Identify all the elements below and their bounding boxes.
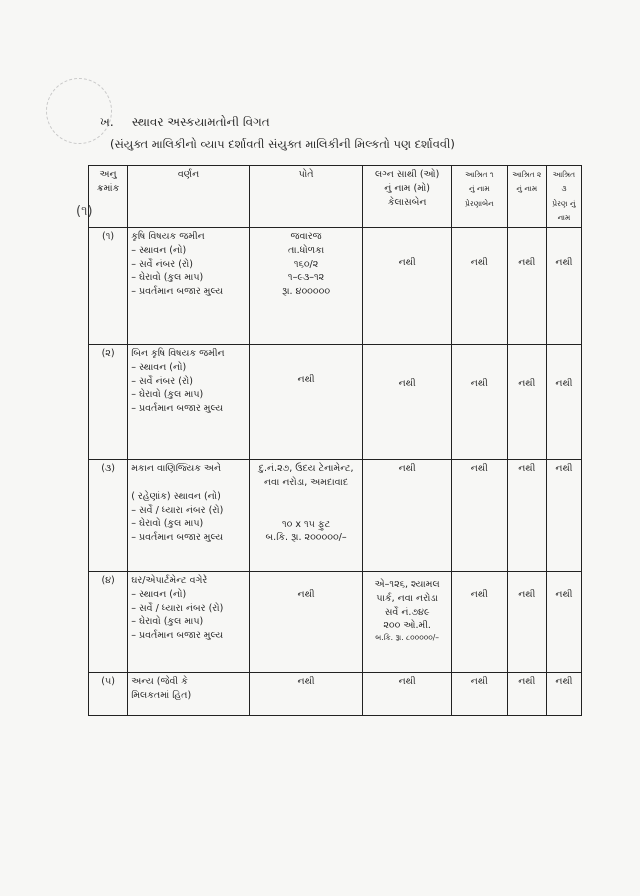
- self-line: તા.ધોળકા: [288, 244, 325, 256]
- row-serial: (૨): [89, 345, 128, 460]
- header-dep1-line2: નું નામ: [468, 184, 490, 194]
- row-description: [128, 572, 250, 673]
- row-description: [128, 673, 250, 716]
- row-spouse: નથી: [363, 345, 452, 460]
- desc-line: – સ્થાવન (નો): [131, 244, 187, 256]
- table-header-row: [89, 166, 582, 228]
- row-serial: (૫): [89, 673, 128, 716]
- row-dependent-2: નથી: [507, 228, 546, 345]
- header-spouse: [363, 166, 452, 228]
- row-description: [128, 460, 250, 572]
- desc-line: – પ્રવર્તમાન બજાર મુલ્ય: [131, 403, 224, 415]
- row-dependent-2: નથી: [507, 572, 546, 673]
- desc-line: – ઘેરાવો (કુલ માપ): [131, 518, 204, 530]
- header-dep1-line3: પ્રેરણાબેન: [464, 198, 494, 208]
- header-description: વર્ણન: [128, 166, 250, 228]
- header-dependent-3: [546, 166, 581, 228]
- section-title: સ્થાવર અસ્કયામતોની વિગત: [131, 115, 270, 129]
- section-subtitle: (સંયુક્ત માલિકીનો વ્યાપ દર્શાવતી સંયુક્ત માલિકીની મિલ્કતો પણ દર્શાવવી): [110, 137, 455, 151]
- row-dependent-3: નથી: [546, 460, 581, 572]
- row-dependent-3: નથી: [546, 345, 581, 460]
- row-dependent-1: નથી: [452, 460, 508, 572]
- self-line: બ.કિ. રૂા. ૨૦૦૦૦૦/–: [265, 532, 347, 544]
- spouse-amount: બ.કિ. રૂા. ૮૦૦૦૦૦/–: [375, 633, 440, 643]
- self-line: રૂા. ૪૦૦૦૦૦: [282, 286, 331, 298]
- row-self: નથી: [249, 673, 362, 716]
- table-row: [89, 673, 582, 716]
- table-row: [89, 460, 582, 572]
- row-self: નથી: [249, 572, 362, 673]
- header-serial: [89, 166, 128, 228]
- row-dependent-2: નથી: [507, 345, 546, 460]
- spouse-line: એ–૧૨૬, શ્યામલ: [374, 579, 440, 590]
- desc-line: – ઘેરાવો (કુલ માપ): [131, 616, 204, 628]
- row-self: નથી: [249, 345, 362, 460]
- header-spouse-line2: નું નામ (મો): [384, 182, 431, 194]
- header-serial-line1: અનુ: [99, 169, 117, 180]
- header-self: પોતે: [249, 166, 362, 228]
- desc-line: કૃષિ વિષયક જમીન: [131, 231, 205, 242]
- row-self: [249, 460, 362, 572]
- self-line: જવારજ: [290, 231, 322, 242]
- desc-line: – સ્થાવન (નો): [131, 588, 187, 600]
- row-serial: (૩): [89, 460, 128, 572]
- row-self: [249, 228, 362, 345]
- desc-line: – પ્રવર્તમાન બજાર મુલ્ય: [131, 286, 224, 298]
- table-row: [89, 345, 582, 460]
- header-dep3-line1: આશ્રિત ૩: [552, 170, 576, 194]
- faint-stamp: [46, 78, 112, 144]
- desc-line: – ઘેરાવો (કુલ માપ): [131, 272, 204, 284]
- desc-line: ( રહેણાંક) સ્થાવન (નો): [131, 490, 221, 502]
- row-dependent-2: નથી: [507, 460, 546, 572]
- table-row: [89, 228, 582, 345]
- header-serial-line2: ક્રમાંક: [96, 182, 120, 194]
- self-line: દુ.નં.૨૭, ઉદય ટેનામેન્ટ,: [258, 463, 354, 474]
- self-line: ૧–૯૩–૧૨: [287, 272, 325, 284]
- header-dep3-line3: નામ: [557, 212, 571, 222]
- assets-table: [88, 165, 582, 716]
- desc-line: – પ્રવર્તમાન બજાર મુલ્ય: [131, 630, 224, 642]
- spouse-line: સર્વે નં.૭૪૯: [384, 606, 430, 618]
- desc-line: – સર્વે / ધ્યારા નંબર (રો): [131, 504, 224, 516]
- desc-line: – સર્વે નંબર (રો): [131, 258, 193, 270]
- desc-line: – પ્રવર્તમાન બજાર મુલ્ય: [131, 532, 224, 544]
- header-dependent-1: [452, 166, 508, 228]
- desc-line: મકાન વાણિજ્યિક અને: [131, 463, 222, 474]
- row-spouse: નથી: [363, 673, 452, 716]
- desc-line: – સર્વે નંબર (રો): [131, 375, 193, 387]
- row-description: [128, 228, 250, 345]
- row-dependent-1: નથી: [452, 345, 508, 460]
- section-number: ખ.: [100, 115, 114, 129]
- desc-line: અન્ય (જેવી કે: [131, 676, 188, 687]
- row-spouse: નથી: [363, 228, 452, 345]
- row-dependent-3: નથી: [546, 228, 581, 345]
- desc-line: – સ્થાવન (નો): [131, 361, 187, 373]
- self-line: ૧૦ x ૧૫ ફુટ: [281, 518, 331, 530]
- header-dep2-line2: નું નામ: [516, 184, 538, 194]
- row-serial: (૪): [89, 572, 128, 673]
- row-serial: (૧): [89, 228, 128, 345]
- desc-line: – સર્વે / ધ્યારા નંબર (રો): [131, 602, 224, 614]
- header-dep2-line1: આશ્રિત ૨: [512, 170, 542, 179]
- header-dep3-line2: પ્રેરણ નું: [552, 198, 576, 208]
- table-row: [89, 572, 582, 673]
- header-dependent-2: [507, 166, 546, 228]
- row-dependent-1: નથી: [452, 228, 508, 345]
- desc-line: – ઘેરાવો (કુલ માપ): [131, 389, 204, 401]
- desc-line: ઘર/એપાર્ટમેન્ટ વગેરે: [131, 575, 208, 586]
- header-dep1-line1: આશ્રિત ૧: [465, 170, 494, 179]
- header-spouse-line1: લગ્ન સાથી (ઓ): [374, 169, 440, 180]
- row-spouse: નથી: [363, 460, 452, 572]
- self-line: ૧૬૦/૨: [293, 258, 319, 270]
- self-line: નવા નરોડા, અમદાવાદ: [263, 476, 349, 488]
- margin-mark: (૧): [76, 204, 93, 219]
- desc-line: બિન કૃષિ વિષયક જમીન: [131, 348, 225, 359]
- row-dependent-1: નથી: [452, 673, 508, 716]
- row-dependent-1: નથી: [452, 572, 508, 673]
- row-dependent-3: નથી: [546, 673, 581, 716]
- row-description: [128, 345, 250, 460]
- spouse-line: ૨૦૦ ઓ.મી.: [383, 620, 431, 632]
- spouse-line: પાર્ક, નવા નરોડા: [376, 592, 438, 604]
- header-spouse-line3: કેલાસબેન: [387, 196, 427, 208]
- row-spouse: [363, 572, 452, 673]
- row-dependent-3: નથી: [546, 572, 581, 673]
- row-dependent-2: નથી: [507, 673, 546, 716]
- section-heading: [100, 115, 270, 130]
- desc-line: મિલકતમાં હિત): [131, 689, 192, 701]
